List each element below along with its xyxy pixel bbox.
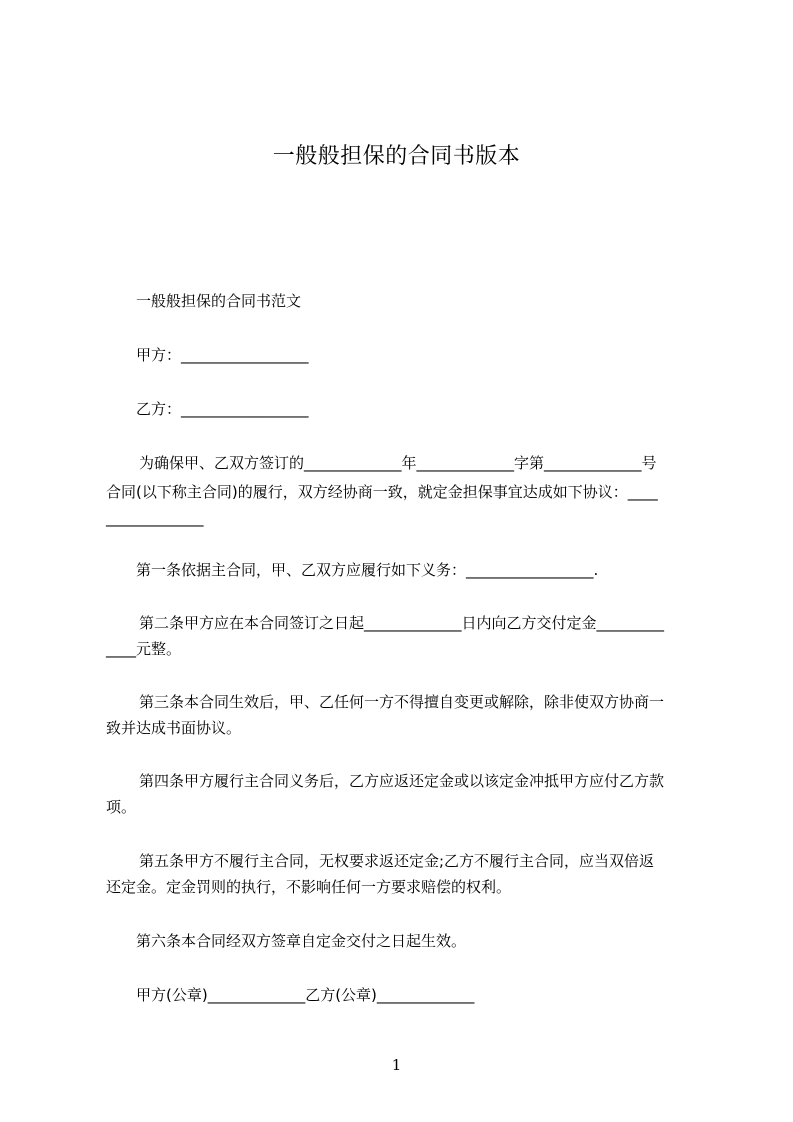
intro-paragraph-line-2: 合同(以下称主合同)的履行，双方经协商一致，就定金担保事宜达成如下协议：____ [106, 483, 658, 501]
party-b-line: 乙方：_________________ [136, 400, 309, 418]
article-6: 第六条本合同经双方签章自定金交付之日起生效。 [136, 932, 467, 950]
article-3-line-2: 致并达成书面协议。 [106, 719, 242, 737]
article-1: 第一条依据主合同，甲、乙双方应履行如下义务：_________________. [136, 561, 599, 579]
party-a-line: 甲方：_________________ [136, 346, 309, 364]
article-2-line-1: 第二条甲方应在本合同签订之日起_____________日内向乙方交付定金_________ [139, 614, 665, 632]
signature-line: 甲方(公章)_____________乙方(公章)_____________ [136, 986, 475, 1004]
article-5-line-2: 还定金。定金罚则的执行，不影响任何一方要求赔偿的权利。 [106, 878, 512, 896]
document-title: 一般般担保的合同书版本 [272, 144, 521, 169]
document-subtitle: 一般般担保的合同书范文 [136, 292, 302, 310]
article-2-line-2: ____元整。 [106, 640, 182, 658]
article-4-line-1: 第四条甲方履行主合同义务后，乙方应返还定金或以该定金冲抵甲方应付乙方款 [139, 772, 665, 790]
intro-paragraph-line-3: _____________ [106, 509, 204, 527]
article-3-line-1: 第三条本合同生效后，甲、乙任何一方不得擅自变更或解除，除非使双方协商一 [139, 693, 665, 711]
page-number: 1 [391, 1056, 402, 1074]
article-4-line-2: 项。 [106, 798, 137, 816]
article-5-line-1: 第五条甲方不履行主合同，无权要求返还定金;乙方不履行主合同，应当双倍返 [139, 852, 655, 870]
intro-paragraph-line-1: 为确保甲、乙双方签订的_____________年_____________字第_____________号 [139, 454, 657, 472]
